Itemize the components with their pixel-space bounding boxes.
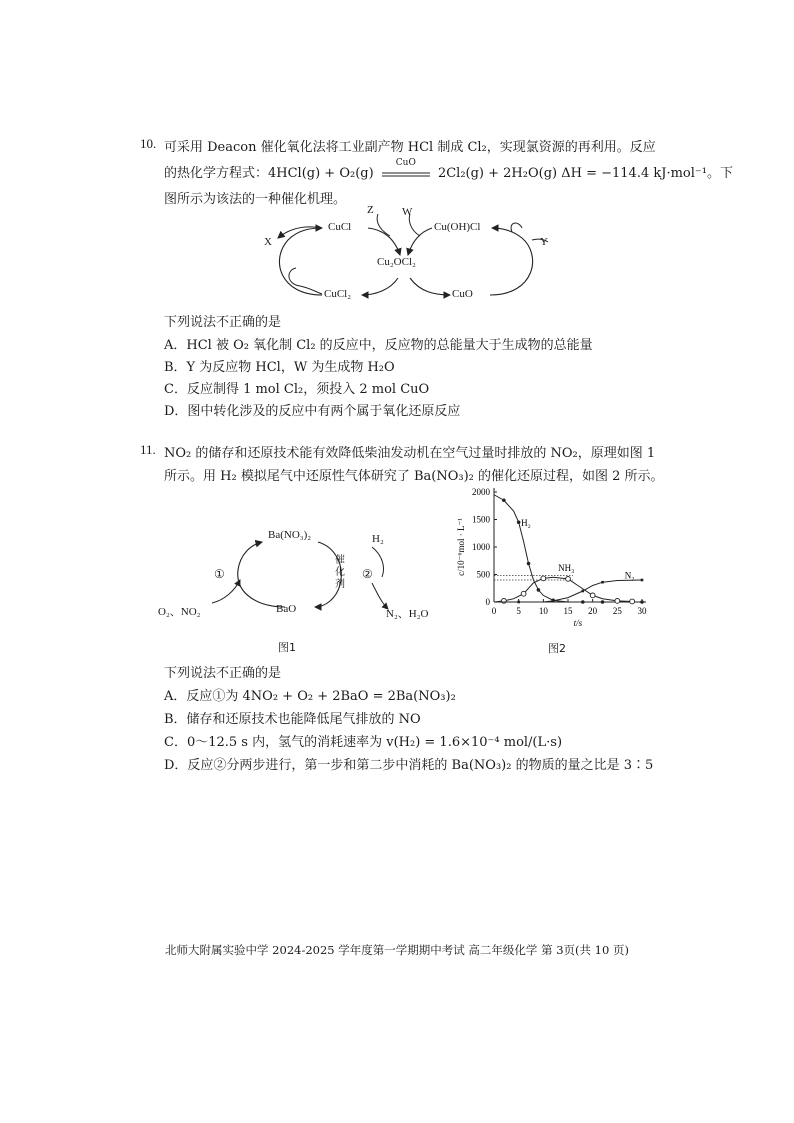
q10-option-b: B．Y 为反应物 HCl，W 为生成物 H₂O	[164, 360, 395, 375]
q11-figure1-svg	[150, 525, 450, 655]
x-tick-label: 20	[588, 606, 598, 616]
x-tick-label: 25	[612, 606, 622, 616]
q11-number: 11.	[140, 442, 156, 457]
q11-fig1-reactants: O₂、NO₂	[158, 606, 201, 618]
q10-arrow-y-loop	[511, 223, 522, 232]
data-point	[552, 600, 555, 603]
q10-arrow-cucl2-loop	[289, 268, 322, 294]
q10-equation-left: 的热化学方程式：4HCl(g) + O₂(g)	[164, 166, 374, 181]
q11-prompt: 下列说法不正确的是	[164, 666, 282, 681]
q10-label-cuo: CuO	[452, 288, 473, 300]
y-tick-label: 1500	[472, 514, 490, 525]
q10-equation-arrow	[378, 158, 434, 181]
q10-mechanism-diagram	[250, 200, 560, 310]
data-point	[517, 520, 521, 524]
data-point	[517, 601, 520, 604]
data-point	[590, 593, 595, 598]
q11-option-a: A．反应①为 4NO₂ + O₂ + 2BaO = 2Ba(NO₃)₂	[164, 689, 456, 704]
page-footer: 北师大附属实验中学 2024-2025 学年度第一学期期中考试 高二年级化学 第 3页(共 10 页)	[165, 943, 629, 957]
q10-label-z: Z	[367, 204, 374, 216]
q11-fig1-arrow-reactants	[212, 580, 240, 603]
data-point	[537, 588, 541, 592]
q10-equation	[164, 158, 733, 181]
q10-label-y: Y	[540, 236, 548, 248]
data-point	[581, 600, 585, 604]
series-label: H₂	[521, 518, 531, 529]
y-tick-label: 500	[476, 569, 490, 580]
q10-label-w: W	[402, 206, 413, 218]
q11-option-b: B．储存和还原技术也能降低尾气排放的 NO	[164, 712, 421, 727]
q10-label-cucl2: CuCl₂	[324, 288, 352, 300]
x-tick-label: 15	[563, 606, 573, 616]
data-point	[521, 591, 526, 596]
q10-prompt: 下列说法不正确的是	[164, 315, 282, 330]
q11-fig1-h2: H₂	[372, 533, 384, 545]
data-point	[566, 577, 571, 582]
q11-fig1-step2: ②	[362, 567, 373, 581]
q10-arrow-cuo-to-cuohcl	[490, 228, 533, 295]
x-tick-label: 0	[491, 606, 497, 616]
x-tick-label: 30	[637, 606, 647, 616]
q10-arrow-cucl2-to-cucl	[279, 228, 322, 295]
series-label: NH₃	[558, 563, 575, 574]
data-point	[541, 576, 546, 581]
x-tick-label: 10	[538, 606, 548, 616]
series-line	[494, 580, 642, 602]
q11-fig2-caption: 图2	[548, 642, 566, 655]
y-tick-label: 0	[485, 597, 490, 607]
data-point	[615, 599, 620, 604]
series-label: N₂	[624, 570, 635, 581]
q11-fig1-products: N₂、H₂O	[386, 608, 429, 620]
q11-fig1-caption: 图1	[278, 641, 296, 654]
q10-label-cuohcl: Cu(OH)Cl	[434, 221, 481, 233]
q10-arrow-cuohcl-to-cu2ocl2	[408, 228, 432, 255]
q10-intro-line1: 可采用 Deacon 催化氧化法将工业副产物 HCl 制成 Cl₂，实现氯资源的再利用。反应	[164, 140, 656, 155]
q11-option-d: D．反应②分两步进行，第一步和第二步中消耗的 Ba(NO₃)₂ 的物质的量之比是 3∶5	[164, 758, 654, 773]
data-point	[601, 581, 604, 584]
q10-intro-line3: 图所示为该法的一种催化机理。	[164, 192, 347, 207]
data-point	[641, 579, 644, 582]
q11-fig1-bao: BaO	[276, 603, 297, 615]
q10-number: 10.	[140, 136, 157, 151]
q10-arrow-cu2ocl2-to-cuo	[410, 278, 450, 295]
y-tick-label: 1000	[472, 542, 490, 552]
series-line	[494, 495, 642, 602]
data-point	[501, 599, 506, 604]
q10-option-a: A．HCl 被 O₂ 氧化制 Cl₂ 的反应中，反应物的总能量大于生成物的总能量	[164, 338, 593, 353]
data-point	[640, 600, 644, 604]
data-point	[601, 600, 605, 604]
q11-intro-line1: NO₂ 的储存和还原技术能有效降低柴油发动机在空气过量时排放的 NO₂，原理如图 1	[164, 446, 656, 461]
x-tick-label: 5	[516, 606, 521, 616]
q10-label-cucl: CuCl	[328, 221, 352, 233]
x-axis-label: t/s	[573, 618, 583, 628]
y-axis-label: c/10⁻⁶mol · L⁻¹	[456, 518, 466, 576]
q11-option-c: C．0～12.5 s 内，氢气的消耗速率为 v(H₂) = 1.6×10⁻⁴ mol/(L·s)	[164, 735, 563, 750]
q10-equation-catalyst: CuO	[395, 158, 416, 168]
q11-figure2	[452, 482, 652, 657]
q11-fig1-arrow-h2	[372, 547, 384, 577]
q10-arrow-cu2ocl2-to-cucl2	[362, 278, 398, 295]
q10-option-d: D．图中转化涉及的反应中有两个属于氧化还原反应	[164, 404, 461, 419]
q11-intro-line2: 所示。用 H₂ 模拟尾气中还原性气体研究了 Ba(NO₃)₂ 的催化还原过程，如图 2 所示。	[164, 469, 664, 484]
data-point	[582, 590, 585, 593]
data-point	[630, 599, 635, 604]
data-point	[527, 562, 531, 566]
q11-figure2-chart	[452, 482, 652, 642]
q11-figure1	[150, 525, 450, 655]
q11-fig1-step1: ①	[214, 567, 225, 581]
q11-fig1-ba-no3-2: Ba(NO₃)₂	[268, 529, 312, 541]
data-point	[502, 498, 506, 502]
q10-equation-right: 2Cl₂(g) + 2H₂O(g) ΔH = −114.4 kJ·mol⁻¹。下	[437, 166, 733, 181]
q10-label-x: X	[264, 236, 272, 248]
q10-option-c: C．反应制得 1 mol Cl₂，须投入 2 mol CuO	[164, 382, 430, 397]
y-tick-label: 2000	[472, 487, 490, 497]
q10-label-cu2ocl2: Cu₂OCl₂	[377, 256, 416, 268]
q11-fig1-catalyst: 催化剂	[335, 555, 345, 590]
q11-fig1-arc-left	[238, 542, 285, 607]
